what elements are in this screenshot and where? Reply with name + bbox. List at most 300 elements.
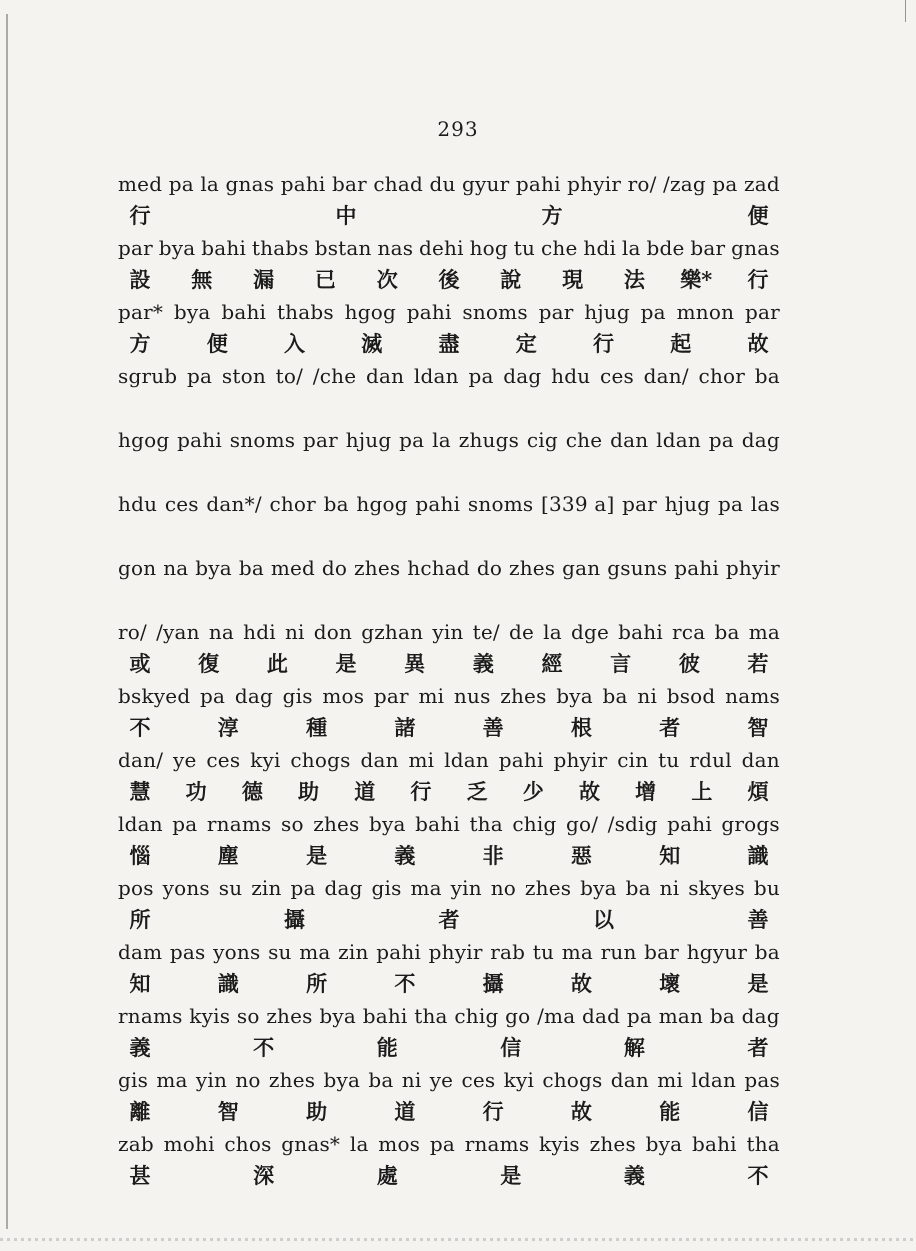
- chinese-gloss-line: [118, 1032, 780, 1064]
- chinese-gloss-char: 復: [198, 651, 220, 676]
- tibetan-word: mohi: [163, 1132, 215, 1156]
- tibetan-word: cin: [617, 748, 649, 772]
- tibetan-word: hdi: [583, 236, 617, 260]
- chinese-gloss-char: 能: [659, 1099, 681, 1124]
- tibetan-word: dan: [741, 748, 780, 772]
- chinese-gloss-char: 攝: [482, 971, 504, 996]
- chinese-gloss-char: 智: [217, 1099, 239, 1124]
- chinese-gloss-char: 義: [394, 843, 416, 868]
- tibetan-word: zhes: [266, 1004, 313, 1028]
- tibetan-word: de: [508, 620, 534, 644]
- tibetan-word: bahi: [201, 236, 247, 260]
- tibetan-word: pa: [200, 684, 226, 708]
- tibetan-line: [118, 936, 780, 968]
- tibetan-word: tu: [658, 748, 680, 772]
- chinese-gloss-char: 行: [410, 779, 432, 804]
- tibetan-word: dan: [365, 364, 405, 388]
- tibetan-word: par*: [118, 300, 164, 324]
- tibetan-word: hgog: [344, 300, 396, 324]
- tibetan-word: nas: [377, 236, 414, 260]
- chinese-gloss-char: 故: [578, 779, 600, 804]
- chinese-gloss-char: 知: [129, 971, 151, 996]
- tibetan-word: ma: [156, 1068, 188, 1092]
- tibetan-line: [118, 1064, 780, 1096]
- tibetan-word: dan/: [643, 364, 689, 388]
- chinese-gloss-char: 說: [500, 267, 522, 292]
- tibetan-word: tu: [532, 940, 555, 964]
- tibetan-word: la: [200, 172, 220, 196]
- tibetan-word: ma: [299, 940, 331, 964]
- tibetan-word: yin: [432, 620, 464, 644]
- chinese-gloss-char: 盡: [438, 331, 460, 356]
- tibetan-line: [118, 680, 780, 712]
- tibetan-word: go/: [565, 812, 599, 836]
- tibetan-word: sgrub: [118, 364, 178, 388]
- tibetan-word: bya: [580, 876, 617, 900]
- chinese-gloss-char: 不: [253, 1035, 275, 1060]
- tibetan-word: ces: [164, 492, 199, 516]
- tibetan-word: man: [658, 1004, 704, 1028]
- tibetan-word: hchad: [407, 556, 470, 580]
- tibetan-word: ces: [600, 364, 634, 388]
- tibetan-word: so: [281, 812, 304, 836]
- tibetan-word: ma: [410, 876, 442, 900]
- tibetan-word: phyir: [567, 172, 622, 196]
- scan-left-edge: [6, 14, 8, 1229]
- chinese-gloss-char: 是: [500, 1163, 522, 1188]
- tibetan-word: tha: [746, 1132, 780, 1156]
- tibetan-word: hjug: [664, 492, 711, 516]
- chinese-gloss-char: 種: [306, 715, 328, 740]
- chinese-gloss-line: [118, 264, 780, 296]
- tibetan-word: ma: [561, 940, 593, 964]
- tibetan-word: par: [118, 236, 153, 260]
- tibetan-word: zhes: [268, 1068, 316, 1092]
- tibetan-word: pahi: [498, 748, 544, 772]
- chinese-gloss-char: 助: [298, 779, 320, 804]
- tibetan-line: [118, 552, 780, 584]
- tibetan-word: run: [600, 940, 637, 964]
- tibetan-word: hdu: [118, 492, 158, 516]
- chinese-gloss-char: 道: [394, 1099, 416, 1124]
- tibetan-word: la: [621, 236, 641, 260]
- tibetan-line: [118, 872, 780, 904]
- tibetan-word: pahi: [280, 172, 326, 196]
- tibetan-word: bar: [644, 940, 680, 964]
- chinese-gloss-char: 後: [438, 267, 460, 292]
- chinese-gloss-char: 功: [185, 779, 207, 804]
- tibetan-word: /che: [312, 364, 357, 388]
- tibetan-word: dad: [582, 1004, 621, 1028]
- tibetan-word: chig: [454, 1004, 499, 1028]
- tibetan-word: zhes: [524, 876, 572, 900]
- tibetan-word: gis: [371, 876, 402, 900]
- tibetan-word: pas: [744, 1068, 780, 1092]
- tibetan-word: ma: [748, 620, 780, 644]
- tibetan-word: nams: [725, 684, 780, 708]
- tibetan-word: bar: [332, 172, 367, 196]
- chinese-gloss-line: [118, 712, 780, 744]
- chinese-gloss-char: 便: [206, 331, 228, 356]
- chinese-gloss-char: 增: [635, 779, 657, 804]
- tibetan-word: bahi: [221, 300, 267, 324]
- tibetan-word: ba: [323, 492, 349, 516]
- chinese-gloss-char: 少: [522, 779, 544, 804]
- tibetan-word: zhes: [354, 556, 401, 580]
- tibetan-word: bstan: [314, 236, 372, 260]
- chinese-gloss-char: 是: [335, 651, 357, 676]
- tibetan-word: snoms: [467, 492, 534, 516]
- tibetan-word: dag: [324, 876, 363, 900]
- chinese-gloss-char: 義: [472, 651, 494, 676]
- tibetan-word: mi: [408, 748, 435, 772]
- tibetan-word: so: [236, 1004, 260, 1028]
- tibetan-word: pa: [640, 300, 666, 324]
- chinese-gloss-char: 助: [306, 1099, 328, 1124]
- tibetan-word: snoms: [229, 428, 296, 452]
- tibetan-word: pahi: [406, 300, 452, 324]
- tibetan-word: don: [313, 620, 353, 644]
- chinese-gloss-line: [118, 648, 780, 680]
- tibetan-word: gnas*: [281, 1132, 341, 1156]
- tibetan-word: la: [543, 620, 562, 644]
- tibetan-word: bya: [556, 684, 593, 708]
- tibetan-word: kyis: [189, 1004, 231, 1028]
- chinese-gloss-char: 者: [659, 715, 681, 740]
- tibetan-word: med: [118, 172, 163, 196]
- tibetan-word: hgog: [356, 492, 408, 516]
- tibetan-word: hdu: [551, 364, 591, 388]
- chinese-gloss-char: 離: [129, 1099, 151, 1124]
- tibetan-word: do: [321, 556, 348, 580]
- tibetan-word: gis: [118, 1068, 149, 1092]
- tibetan-word: pahi: [415, 492, 461, 516]
- tibetan-word: tha: [469, 812, 503, 836]
- tibetan-word: ldan: [413, 364, 459, 388]
- tibetan-word: bya: [195, 556, 232, 580]
- tibetan-word: /sdig: [607, 812, 658, 836]
- tibetan-word: che: [540, 236, 578, 260]
- tibetan-word: /zag: [663, 172, 706, 196]
- tibetan-word: ni: [659, 876, 680, 900]
- chinese-gloss-char: 行: [482, 1099, 504, 1124]
- tibetan-word: par: [622, 492, 658, 516]
- tibetan-word: du: [429, 172, 456, 196]
- chinese-gloss-char: 是: [747, 971, 769, 996]
- chinese-gloss-line: [118, 200, 780, 232]
- tibetan-word: ro/: [118, 620, 147, 644]
- chinese-gloss-char: 定: [515, 331, 537, 356]
- tibetan-word: dag: [234, 684, 273, 708]
- tibetan-word: dag: [503, 364, 542, 388]
- tibetan-word: thabs: [251, 236, 309, 260]
- tibetan-word: chogs: [290, 748, 351, 772]
- chinese-gloss-char: 彼: [678, 651, 700, 676]
- tibetan-word: pa: [429, 1132, 455, 1156]
- tibetan-word: pa: [468, 364, 494, 388]
- tibetan-word: dan/: [118, 748, 164, 772]
- chinese-gloss-line: [118, 456, 780, 488]
- chinese-gloss-line: [118, 776, 780, 808]
- chinese-gloss-char: 者: [438, 907, 460, 932]
- chinese-gloss-char: 信: [747, 1099, 769, 1124]
- tibetan-word: gan: [562, 556, 601, 580]
- chinese-gloss-char: 根: [570, 715, 592, 740]
- chinese-gloss-line: [118, 968, 780, 1000]
- tibetan-word: bya: [173, 300, 211, 324]
- tibetan-line: [118, 1000, 780, 1032]
- tibetan-word: mos: [322, 684, 365, 708]
- tibetan-word: pa: [172, 812, 198, 836]
- tibetan-word: zin: [338, 940, 369, 964]
- tibetan-word: yin: [195, 1068, 228, 1092]
- tibetan-word: ba: [754, 364, 780, 388]
- chinese-gloss-char: 中: [335, 203, 357, 228]
- chinese-gloss-char: 非: [482, 843, 504, 868]
- tibetan-word: pa: [708, 428, 734, 452]
- tibetan-word: gnas: [731, 236, 780, 260]
- chinese-gloss-char: 慧: [129, 779, 151, 804]
- chinese-gloss-char: 故: [570, 971, 592, 996]
- chinese-gloss-char: 漏: [253, 267, 275, 292]
- chinese-gloss-char: 行: [747, 267, 769, 292]
- tibetan-word: bsod: [666, 684, 716, 708]
- tibetan-word: pa: [399, 428, 425, 452]
- scan-right-mark: [905, 0, 906, 22]
- chinese-gloss-char: 信: [500, 1035, 522, 1060]
- chinese-gloss-char: 解: [623, 1035, 645, 1060]
- tibetan-word: phyir: [553, 748, 608, 772]
- tibetan-word: chogs: [542, 1068, 603, 1092]
- tibetan-word: go: [505, 1004, 531, 1028]
- tibetan-word: no: [490, 876, 517, 900]
- chinese-gloss-char: 是: [306, 843, 328, 868]
- tibetan-word: ldan: [656, 428, 701, 452]
- tibetan-word: pa: [168, 172, 194, 196]
- tibetan-word: skyes: [688, 876, 745, 900]
- tibetan-word: bya: [158, 236, 196, 260]
- chinese-gloss-char: 故: [570, 1099, 592, 1124]
- tibetan-word: bahi: [691, 1132, 737, 1156]
- tibetan-word: dan: [610, 428, 649, 452]
- tibetan-word: tha: [414, 1004, 448, 1028]
- tibetan-word: ye: [173, 748, 197, 772]
- chinese-gloss-char: 入: [284, 331, 305, 356]
- chinese-gloss-char: 不: [394, 971, 416, 996]
- tibetan-word: ces: [206, 748, 241, 772]
- tibetan-word: gzhan: [361, 620, 424, 644]
- chinese-gloss-char: 行: [593, 331, 614, 356]
- tibetan-word: rnams: [206, 812, 272, 836]
- tibetan-line: [118, 1128, 780, 1160]
- tibetan-word: hgog: [118, 428, 170, 452]
- tibetan-word: /yan: [156, 620, 200, 644]
- tibetan-word: ba: [625, 876, 651, 900]
- tibetan-word: kyi: [503, 1068, 535, 1092]
- tibetan-word: dag: [741, 1004, 780, 1028]
- tibetan-word: pa: [712, 172, 738, 196]
- tibetan-word: med: [270, 556, 316, 580]
- chinese-gloss-char: 異: [404, 651, 426, 676]
- tibetan-word: pa: [290, 876, 316, 900]
- tibetan-word: ni: [284, 620, 305, 644]
- tibetan-word: chor: [698, 364, 746, 388]
- tibetan-word: gon: [118, 556, 157, 580]
- tibetan-word: [339 a]: [541, 492, 615, 516]
- chinese-gloss-char: 次: [376, 267, 398, 292]
- tibetan-word: ni: [401, 1068, 422, 1092]
- chinese-gloss-char: 智: [747, 715, 769, 740]
- tibetan-word: dag: [741, 428, 780, 452]
- scan-bottom-edge: [0, 1238, 916, 1241]
- chinese-gloss-char: 善: [482, 715, 504, 740]
- tibetan-word: chor: [269, 492, 316, 516]
- tibetan-word: zhes: [589, 1132, 636, 1156]
- tibetan-word: snoms: [462, 300, 528, 324]
- tibetan-word: pa: [717, 492, 744, 516]
- tibetan-word: na: [163, 556, 189, 580]
- chinese-gloss-char: 方: [129, 331, 151, 356]
- tibetan-line: [118, 744, 780, 776]
- tibetan-word: las: [750, 492, 780, 516]
- tibetan-word: thabs: [276, 300, 334, 324]
- tibetan-word: do: [476, 556, 503, 580]
- tibetan-word: kyis: [539, 1132, 580, 1156]
- chinese-gloss-char: 此: [266, 651, 288, 676]
- tibetan-word: ba: [714, 620, 740, 644]
- tibetan-word: mnon: [676, 300, 735, 324]
- tibetan-word: ba: [709, 1004, 735, 1028]
- tibetan-word: gnas: [225, 172, 275, 196]
- chinese-gloss-char: 已: [314, 267, 336, 292]
- chinese-gloss-char: 深: [253, 1163, 275, 1188]
- tibetan-word: pahi: [515, 172, 561, 196]
- tibetan-word: ldan: [118, 812, 163, 836]
- tibetan-word: phyir: [725, 556, 780, 580]
- tibetan-word: par: [744, 300, 780, 324]
- chinese-gloss-char: 若: [747, 651, 769, 676]
- tibetan-line: [118, 808, 780, 840]
- tibetan-word: par: [303, 428, 338, 452]
- tibetan-word: gis: [282, 684, 313, 708]
- tibetan-word: dan*/: [206, 492, 262, 516]
- tibetan-word: yons: [162, 876, 210, 900]
- chinese-gloss-char: 諸: [394, 715, 416, 740]
- chinese-gloss-char: 義: [129, 1035, 151, 1060]
- page-number: 293: [437, 117, 479, 141]
- tibetan-word: mi: [418, 684, 445, 708]
- chinese-gloss-char: 道: [354, 779, 376, 804]
- tibetan-word: bu: [753, 876, 780, 900]
- tibetan-word: ba: [368, 1068, 394, 1092]
- chinese-gloss-char: 不: [747, 1163, 769, 1188]
- tibetan-word: gsuns: [607, 556, 668, 580]
- chinese-gloss-char: 以: [593, 907, 614, 932]
- tibetan-word: rca: [672, 620, 706, 644]
- tibetan-word: dehi: [419, 236, 464, 260]
- chinese-gloss-char: 起: [670, 331, 692, 356]
- tibetan-word: bde: [646, 236, 685, 260]
- tibetan-word: rdul: [689, 748, 732, 772]
- chinese-gloss-line: [118, 520, 780, 552]
- tibetan-word: te/: [472, 620, 500, 644]
- chinese-gloss-char: 處: [376, 1163, 398, 1188]
- chinese-gloss-char: 塵: [217, 843, 239, 868]
- chinese-gloss-char: 惱: [129, 843, 151, 868]
- chinese-gloss-char: 現: [562, 267, 584, 292]
- tibetan-word: na: [208, 620, 235, 644]
- tibetan-word: gyur: [462, 172, 510, 196]
- tibetan-word: bskyed: [118, 684, 191, 708]
- tibetan-word: zad: [743, 172, 780, 196]
- chinese-gloss-char: 便: [747, 203, 769, 228]
- chinese-gloss-char: 壞: [659, 971, 681, 996]
- chinese-gloss-char: 攝: [284, 907, 305, 932]
- tibetan-word: ces: [461, 1068, 496, 1092]
- tibetan-word: pos: [118, 876, 154, 900]
- tibetan-line: [118, 424, 780, 456]
- tibetan-line: [118, 232, 780, 264]
- tibetan-word: ba: [754, 940, 780, 964]
- tibetan-word: to/: [275, 364, 304, 388]
- tibetan-word: pas: [169, 940, 206, 964]
- tibetan-word: bahi: [362, 1004, 408, 1028]
- tibetan-line: [118, 616, 780, 648]
- tibetan-word: /ma: [537, 1004, 576, 1028]
- tibetan-word: zin: [251, 876, 282, 900]
- tibetan-word: bar: [690, 236, 726, 260]
- chinese-gloss-char: 善: [747, 907, 769, 932]
- chinese-gloss-char: 或: [129, 651, 151, 676]
- tibetan-word: rnams: [118, 1004, 183, 1028]
- tibetan-word: bya: [369, 812, 406, 836]
- tibetan-word: ro/: [627, 172, 657, 196]
- tibetan-word: cig: [526, 428, 558, 452]
- tibetan-word: chos: [224, 1132, 272, 1156]
- tibetan-word: zab: [118, 1132, 154, 1156]
- tibetan-word: par: [373, 684, 409, 708]
- tibetan-line: [118, 488, 780, 520]
- chinese-gloss-char: 不: [129, 715, 151, 740]
- chinese-gloss-char: 上: [691, 779, 713, 804]
- tibetan-word: nus: [453, 684, 491, 708]
- tibetan-word: su: [218, 876, 243, 900]
- tibetan-word: ye: [429, 1068, 454, 1092]
- chinese-gloss-char: 法: [623, 267, 645, 292]
- tibetan-word: zhes: [508, 556, 556, 580]
- tibetan-word: bya: [323, 1068, 361, 1092]
- tibetan-word: bya: [645, 1132, 683, 1156]
- chinese-gloss-char: 無: [191, 267, 213, 292]
- chinese-gloss-line: [118, 328, 780, 360]
- tibetan-word: rnams: [464, 1132, 530, 1156]
- chinese-gloss-line: [118, 584, 780, 616]
- tibetan-word: hjug: [345, 428, 392, 452]
- tibetan-word: phyir: [428, 940, 483, 964]
- tibetan-word: pahi: [376, 940, 422, 964]
- chinese-gloss-char: 行: [129, 203, 151, 228]
- tibetan-word: dan: [610, 1068, 649, 1092]
- tibetan-word: zhugs: [458, 428, 520, 452]
- tibetan-word: kyi: [250, 748, 281, 772]
- chinese-gloss-char: 知: [659, 843, 681, 868]
- chinese-gloss-line: [118, 1096, 780, 1128]
- chinese-gloss-line: [118, 840, 780, 872]
- tibetan-line: [118, 168, 780, 200]
- tibetan-word: chad: [373, 172, 423, 196]
- tibetan-word: mos: [378, 1132, 421, 1156]
- tibetan-word: pahi: [674, 556, 720, 580]
